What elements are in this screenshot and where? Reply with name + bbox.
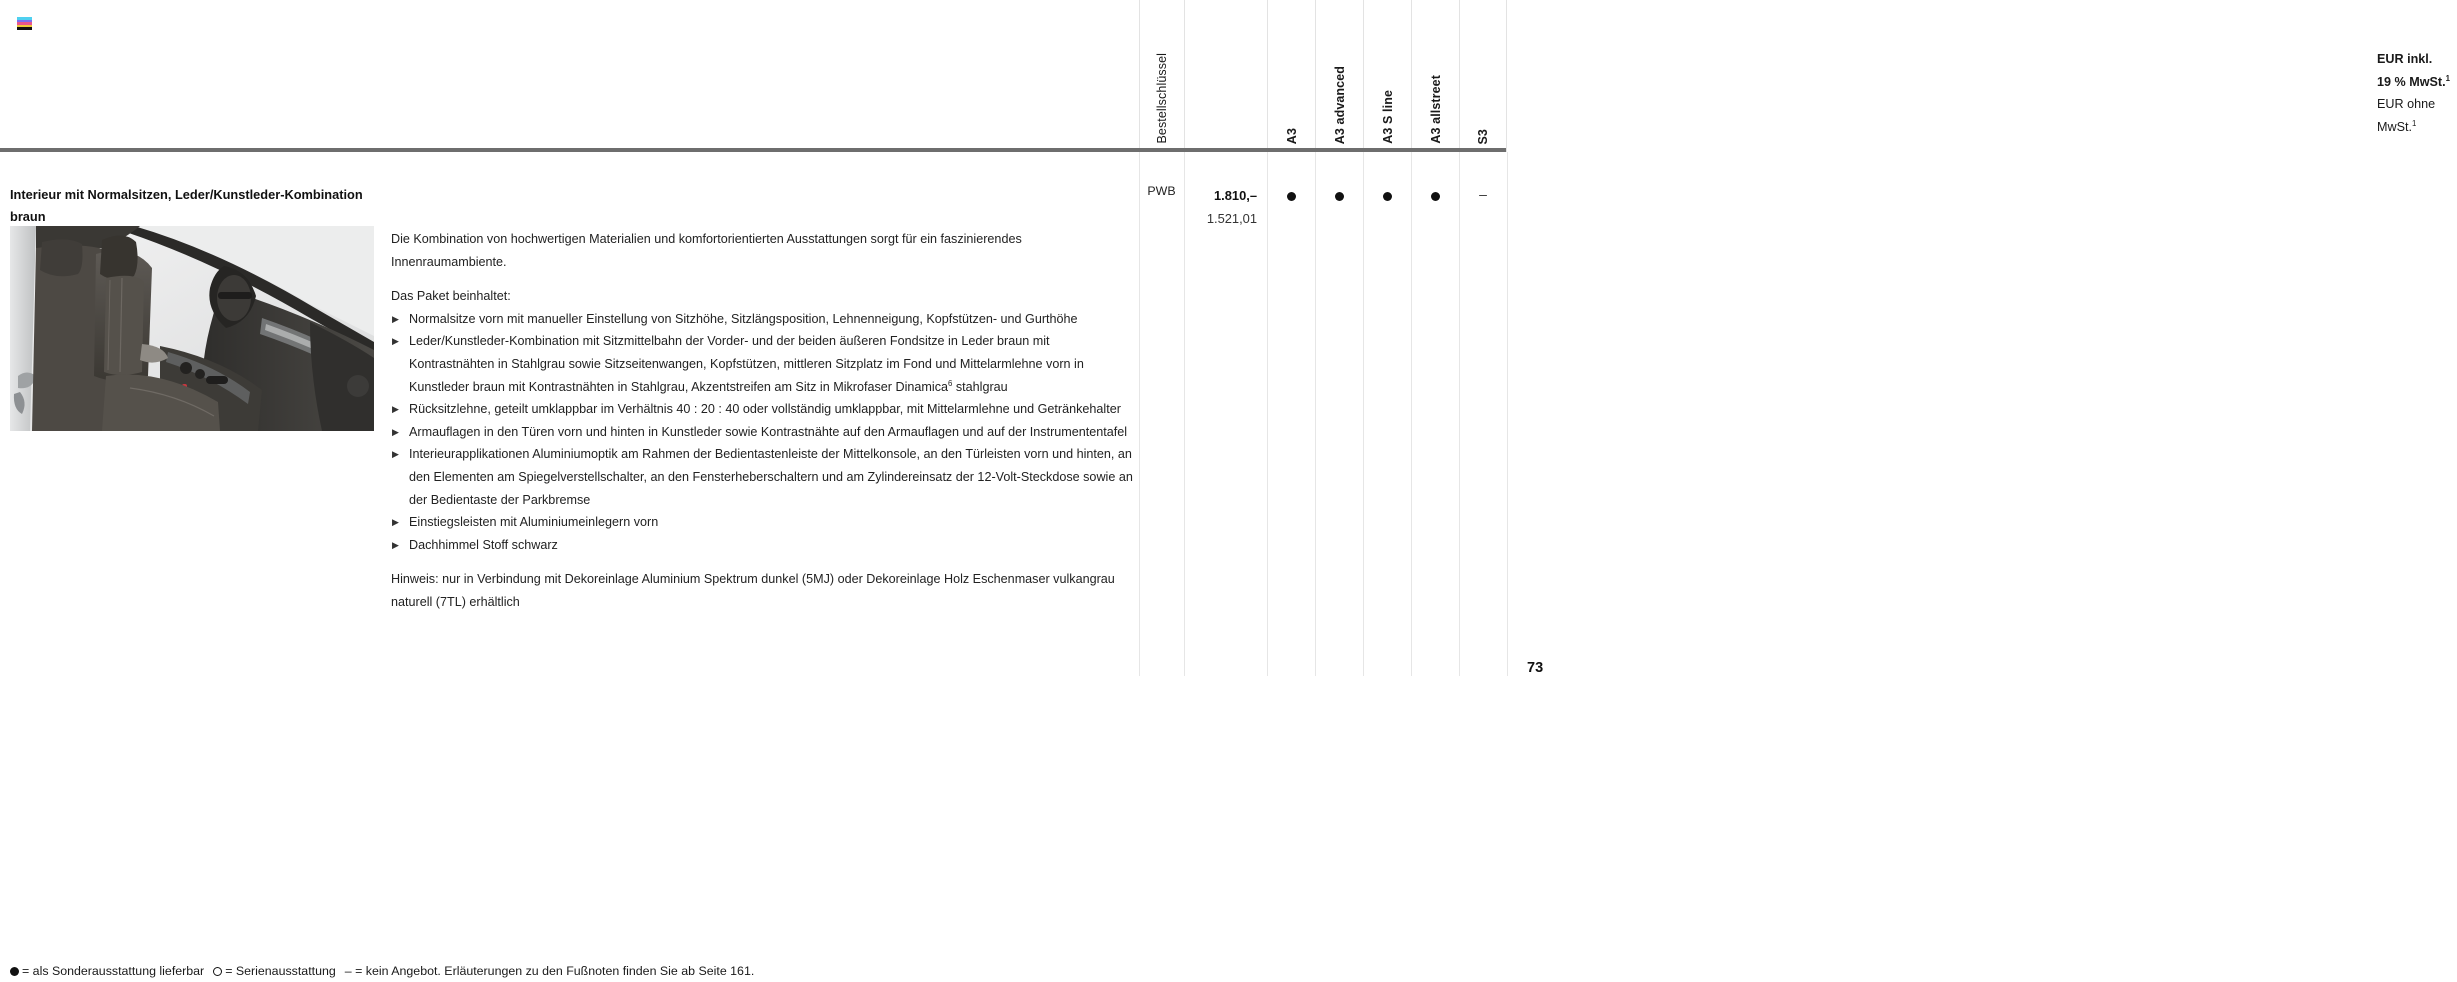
list-item xyxy=(391,534,1133,557)
item-description xyxy=(391,228,1133,626)
price-header-gross-line1: EUR inkl. xyxy=(2377,52,2433,66)
filled-circle-icon xyxy=(10,967,19,976)
package-label: Das Paket beinhaltet: xyxy=(391,289,511,304)
triangle-bullet-icon: ▶ xyxy=(392,449,399,460)
legend-standard-text: = Serienausstattung xyxy=(225,964,336,978)
column-header-a3 xyxy=(1267,0,1315,152)
feature-text: Armauflagen in den Türen vorn und hinten in Kunstleder sowie Kontrastnähte auf den Armauflagen und auf der Instrumententafel xyxy=(409,424,1128,439)
order-key-value: PWB xyxy=(1147,184,1176,198)
table-row xyxy=(0,152,1550,676)
column-header-a3-advanced xyxy=(1315,0,1363,152)
price-net: 1.521,01 xyxy=(1206,211,1257,226)
availability-a3-allstreet xyxy=(1411,184,1459,204)
triangle-bullet-icon: ▶ xyxy=(392,517,399,528)
triangle-bullet-icon: ▶ xyxy=(392,539,399,550)
list-item xyxy=(391,330,1133,398)
column-header-s3 xyxy=(1459,0,1507,152)
availability-a3-advanced xyxy=(1315,184,1363,204)
column-header-price-label xyxy=(2377,48,2457,138)
filled-circle-icon xyxy=(1287,192,1296,201)
triangle-bullet-icon: ▶ xyxy=(392,313,399,324)
feature-list xyxy=(391,308,1133,557)
feature-text: Einstiegsleisten mit Aluminiumeinlegern vorn xyxy=(409,515,659,530)
legend-optional-text: = als Sonderausstattung lieferbar xyxy=(22,964,205,978)
feature-text: Normalsitze vorn mit manueller Einstellung von Sitzhöhe, Sitzlängsposition, Lehnenneigung, Kopfstützen- und Gurthöhe xyxy=(409,311,1078,326)
filled-circle-icon xyxy=(1383,192,1392,201)
price-gross: 1.810,– xyxy=(1213,188,1257,203)
triangle-bullet-icon: ▶ xyxy=(392,426,399,437)
availability-s3 xyxy=(1459,184,1507,205)
feature-text: Rücksitzlehne, geteilt umklappbar im Verhältnis 40 : 20 : 40 oder vollständig umklappbar, mit Mittelarmlehne und Getränkehalter xyxy=(409,402,1121,417)
list-item xyxy=(391,308,1133,331)
column-header-a3-allstreet-label: A3 allstreet xyxy=(1428,75,1443,144)
list-item xyxy=(391,421,1133,444)
description-note: Hinweis: nur in Verbindung mit Dekoreinlage Aluminium Spektrum dunkel (5MJ) oder Dekoreinlage Holz Eschenmaser vulkangrau naturell (7TL) erhältlich xyxy=(391,572,1115,609)
column-header-a3-allstreet xyxy=(1411,0,1459,152)
feature-text: Dachhimmel Stoff schwarz xyxy=(409,537,558,552)
price-header-net-footnote: 1 xyxy=(2411,118,2417,128)
feature-text: Interieurapplikationen Aluminiumoptik am Rahmen der Bedientastenleiste der Mittelkonsole, an den Türleisten vorn und hinten, an den Elementen am Spiegelverstellschalter, an den Fensterheberschaltern und am Zylindereinsatz der 12-Volt-Steckdose sowie an der Bedientaste der Parkbremse xyxy=(409,447,1133,507)
column-header-a3-s-line-label: A3 S line xyxy=(1380,90,1395,144)
column-header-a3-s-line xyxy=(1363,0,1411,152)
dash-icon: – xyxy=(1479,186,1487,202)
availability-a3-s-line xyxy=(1363,184,1411,204)
legend-unavailable-text: – = kein Angebot. Erläuterungen zu den Fußnoten finden Sie ab Seite 161. xyxy=(344,964,755,978)
page-number: 73 xyxy=(1527,660,1544,676)
price-header-gross-line2: 19 % MwSt. xyxy=(2377,74,2446,89)
feature-text: Leder/Kunstleder-Kombination mit Sitzmittelbahn der Vorder- und der beiden äußeren Fondsitze in Leder braun mit Kontrastnähten in Stahlgrau sowie Sitzseitenwangen, Kopfstützen, mittleren Sitzplatz im Fond und Mittelarmlehne vorn in Kunstleder braun mit Kontrastnähten in Stahlgrau, Akzentstreifen am Sitz in Mikrofaser Dinamica$^6$ stahlgrau xyxy=(409,334,1084,394)
filled-circle-icon xyxy=(1431,192,1440,201)
price-header-gross-footnote: 1 xyxy=(2445,73,2450,83)
list-item xyxy=(391,443,1133,511)
column-header-a3-advanced-label: A3 advanced xyxy=(1332,65,1347,144)
legend xyxy=(10,963,754,979)
list-item xyxy=(391,511,1133,534)
column-header-a3-label: A3 xyxy=(1284,127,1299,144)
column-header-s3-label: S3 xyxy=(1476,128,1490,144)
description-intro: Die Kombination von hochwertigen Materialien und komfortorientierten Ausstattungen sorgt für ein faszinierendes Innenraumambiente. xyxy=(391,232,1022,269)
interior-photo xyxy=(10,226,374,431)
table-header xyxy=(0,0,2450,152)
item-title: Interieur mit Normalsitzen, Leder/Kunstleder-Kombination braun xyxy=(10,187,363,224)
list-item xyxy=(391,398,1133,421)
column-header-order-key-label: Bestellschlüssel xyxy=(1155,53,1169,144)
price-header-net-line2: MwSt. xyxy=(2377,119,2412,134)
triangle-bullet-icon: ▶ xyxy=(392,336,399,347)
filled-circle-icon xyxy=(1335,192,1344,201)
availability-a3 xyxy=(1267,184,1315,204)
column-header-order-key xyxy=(1139,0,1184,152)
price-cell xyxy=(1184,184,1267,230)
triangle-bullet-icon: ▶ xyxy=(392,404,399,415)
open-circle-icon xyxy=(213,967,222,976)
price-header-net-line1: EUR ohne xyxy=(2377,97,2436,111)
